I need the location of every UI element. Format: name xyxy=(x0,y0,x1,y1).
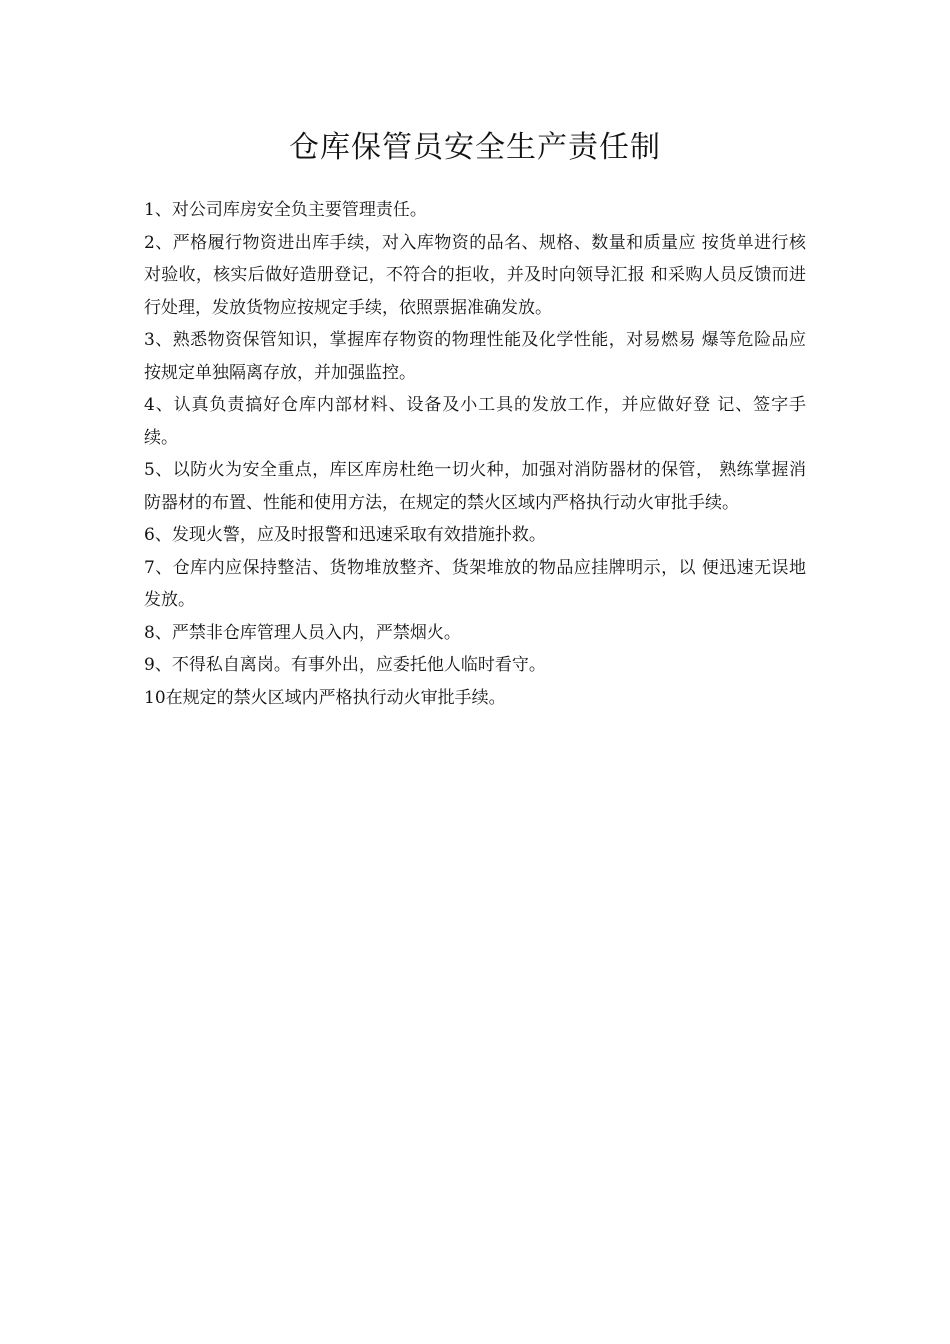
list-item: 4、认真负责搞好仓库内部材料、设备及小工具的发放工作，并应做好登 记、签字手续。 xyxy=(144,395,806,448)
list-item: 9、不得私自离岗。有事外出，应委托他人临时看守。 xyxy=(144,655,546,675)
list-item: 5、以防火为安全重点，库区库房杜绝一切火种，加强对消防器材的保管， 熟练掌握消防器材的布置、性能和使用方法，在规定的禁火区域内严格执行动火审批手续。 xyxy=(144,460,806,513)
list-item: 3、熟悉物资保管知识，掌握库存物资的物理性能及化学性能，对易燃易 爆等危险品应按规定单独隔离存放，并加强监控。 xyxy=(144,330,806,383)
list-item: 7、仓库内应保持整洁、货物堆放整齐、货架堆放的物品应挂牌明示，以 便迅速无误地发放。 xyxy=(144,557,806,610)
document-title: 仓库保管员安全生产责任制 xyxy=(289,130,661,165)
document-body xyxy=(144,194,806,714)
list-item: 2、严格履行物资进出库手续，对入库物资的品名、规格、数量和质量应 按货单进行核对验收，核实后做好造册登记，不符合的拒收，并及时向领导汇报 和采购人员反馈而进行处理，发放货物应按规定手续，依照票据准确发放。 xyxy=(144,232,806,318)
list-item: 8、严禁非仓库管理人员入内，严禁烟火。 xyxy=(144,622,461,643)
list-item: 10在规定的禁火区域内严格执行动火审批手续。 xyxy=(144,687,506,708)
list-item: 6、发现火警，应及时报警和迅速采取有效措施扑救。 xyxy=(144,525,546,545)
list-item: 1、对公司库房安全负主要管理责任。 xyxy=(144,200,427,220)
